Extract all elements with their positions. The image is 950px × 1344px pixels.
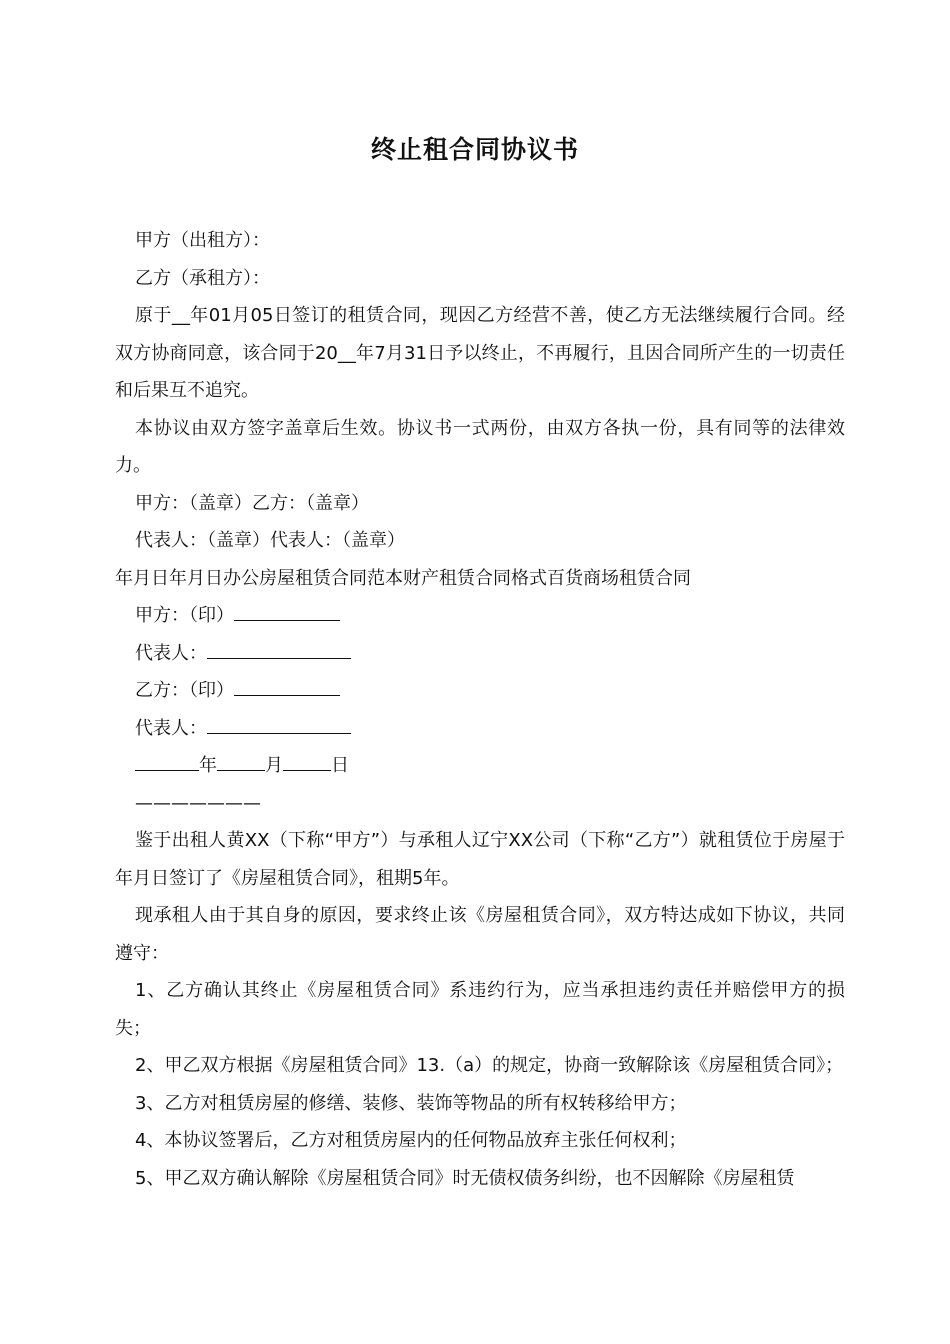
document-body [115,222,845,1197]
paragraph-effect: 本协议由双方签字盖章后生效。协议书一式两份，由双方各执一份，具有同等的法律效力。 [115,417,845,476]
agreement-item-5: 5、甲乙双方确认解除《房屋租赁合同》时无债权债务纠纷，也不因解除《房屋租赁 [135,1167,795,1189]
date-misc-line: 年月日年月日办公房屋租赁合同范本财产租赁合同格式百货商场租赁合同 [115,567,691,589]
signature-party-b-rep [115,710,845,748]
day-blank[interactable] [283,753,331,771]
signature-party-a-rep [115,635,845,673]
agreement-item-3: 3、乙方对租赁房屋的修缮、装修、装饰等物品的所有权转移给甲方； [135,1092,687,1114]
signature-party-b-blank[interactable] [234,678,340,696]
date-fill-line [115,747,845,785]
representative-line: 代表人：（盖章）代表人：（盖章） [135,530,405,551]
year-label: 年 [199,755,217,776]
signature-party-b [115,672,845,710]
paragraph-termination: 原于__年01月05日签订的租赁合同，现因乙方经营不善，使乙方无法继续履行合同。经双方协商同意，该合同于20__年7月31日予以终止，不再履行，且因合同所产生的一切责任和后果互不追究。 [115,305,845,401]
signature-party-a-blank[interactable] [234,603,340,621]
document-title: 终止租合同协议书 [370,135,579,164]
signature-party-a-rep-label: 代表人： [135,642,207,664]
agreement-item-2: 2、甲乙双方根据《房屋租赁合同》13.（a）的规定，协商一致解除该《房屋租赁合同》； [135,1055,844,1076]
signature-party-a-label: 甲方：（印） [135,605,234,626]
month-blank[interactable] [217,753,265,771]
paragraph-request: 现承租人由于其自身的原因，要求终止该《房屋租赁合同》，双方特达成如下协议，共同遵守： [115,905,845,964]
party-b-line: 乙方（承租方）： [135,267,270,289]
seal-line: 甲方：（盖章）乙方：（盖章） [135,492,369,514]
agreement-item-4: 4、本协议签署后，乙方对租赁房屋内的任何物品放弃主张任何权利； [135,1130,687,1151]
signature-party-b-label: 乙方：（印） [135,680,234,701]
signature-party-b-rep-blank[interactable] [207,716,351,734]
party-a-line: 甲方（出租方）： [135,230,270,251]
signature-party-a-rep-blank[interactable] [207,641,351,659]
month-label: 月 [265,755,283,776]
day-label: 日 [331,755,349,776]
paragraph-background: 鉴于出租人黄XX（下称“甲方”）与承租人辽宁XX公司（下称“乙方”）就租赁位于房屋于年月日签订了《房屋租赁合同》，租期5年。 [115,830,845,889]
separator-line: ——————— [135,792,261,814]
signature-party-a [115,597,845,635]
year-blank[interactable] [135,753,199,771]
agreement-item-1: 1、乙方确认其终止《房屋租赁合同》系违约行为，应当承担违约责任并赔偿甲方的损失； [115,980,845,1039]
signature-party-b-rep-label: 代表人： [135,717,207,739]
